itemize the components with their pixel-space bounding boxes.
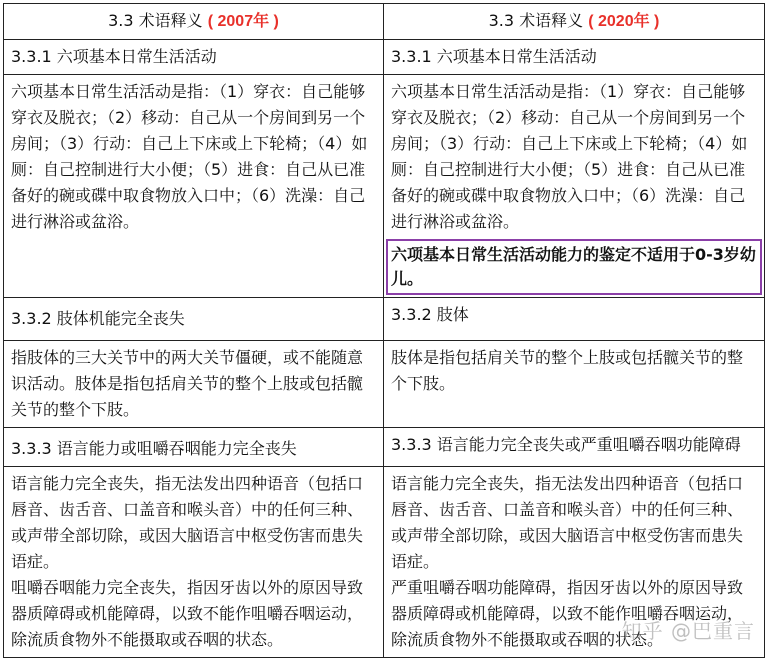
definition-2007 xyxy=(4,467,384,658)
table-row xyxy=(4,75,765,298)
paragraph: 严重咀嚼吞咽功能障碍，指因牙齿以外的原因导致器质障碍或机能障碍，以致不能作咀嚼吞咽运动，除流质食物外不能摄取或吞咽的状态。 xyxy=(391,578,744,649)
header-2007 xyxy=(4,4,384,40)
section-heading-2020: 3.3.2 肢体 xyxy=(384,298,765,341)
section-heading-2007: 3.3.2 肢体机能完全丧失 xyxy=(4,298,384,341)
header-right-year: ( 2020年 ) xyxy=(588,13,660,30)
paragraph: 语言能力完全丧失，指无法发出四种语音（包括口唇音、齿舌音、口盖音和喉头音）中的任何三种、或声带全部切除，或因大脑语言中枢受伤害而患失语症。 xyxy=(11,474,364,571)
definition-2007: 六项基本日常生活活动是指：（1）穿衣：自己能够穿衣及脱衣；（2）移动：自己从一个房间到另一个房间；（3）行动：自己上下床或上下轮椅；（4）如厕：自己控制进行大小便；（5）进食：自己从已准备好的碗或碟中取食物放入口中；（6）洗澡：自己进行淋浴或盆浴。 xyxy=(4,75,384,298)
comparison-table xyxy=(3,3,765,658)
header-2020 xyxy=(384,4,765,40)
header-row xyxy=(4,4,765,40)
watermark: 知乎 @巴重言 xyxy=(621,619,755,643)
section-heading-2020: 3.3.3 语言能力完全丧失或严重咀嚼吞咽功能障碍 xyxy=(384,428,765,467)
table-row xyxy=(4,428,765,467)
table-row xyxy=(4,298,765,341)
definition-2007: 指肢体的三大关节中的两大关节僵硬，或不能随意识活动。肢体是指包括肩关节的整个上肢或包括髋关节的整个下肢。 xyxy=(4,341,384,428)
definition-text: 六项基本日常生活活动是指：（1）穿衣：自己能够穿衣及脱衣；（2）移动：自己从一个房间到另一个房间；（3）行动：自己上下床或上下轮椅；（4）如厕：自己控制进行大小便；（5）进食：自己从已准备好的碗或碟中取食物放入口中；（6）洗澡：自己进行淋浴或盆浴。 xyxy=(391,82,748,231)
header-right-title: 3.3 术语释义 xyxy=(488,11,584,30)
header-left-title: 3.3 术语释义 xyxy=(108,11,203,30)
table-row xyxy=(4,40,765,75)
section-heading-2020: 3.3.1 六项基本日常生活活动 xyxy=(384,40,765,75)
table-row xyxy=(4,341,765,428)
definition-2020 xyxy=(384,75,765,298)
definition-2020: 肢体是指包括肩关节的整个上肢或包括髋关节的整个下肢。 xyxy=(384,341,765,428)
header-left-year: ( 2007年 ) xyxy=(207,13,279,30)
highlighted-note: 六项基本日常生活活动能力的鉴定不适用于0-3岁幼儿。 xyxy=(386,239,762,295)
section-heading-2007: 3.3.3 语言能力或咀嚼吞咽能力完全丧失 xyxy=(4,428,384,467)
paragraph: 咀嚼吞咽能力完全丧失，指因牙齿以外的原因导致器质障碍或机能障碍，以致不能作咀嚼吞咽运动，除流质食物外不能摄取或吞咽的状态。 xyxy=(11,578,364,649)
paragraph: 语言能力完全丧失，指无法发出四种语音（包括口唇音、齿舌音、口盖音和喉头音）中的任何三种、或声带全部切除，或因大脑语言中枢受伤害而患失语症。 xyxy=(391,474,744,571)
section-heading-2007: 3.3.1 六项基本日常生活活动 xyxy=(4,40,384,75)
